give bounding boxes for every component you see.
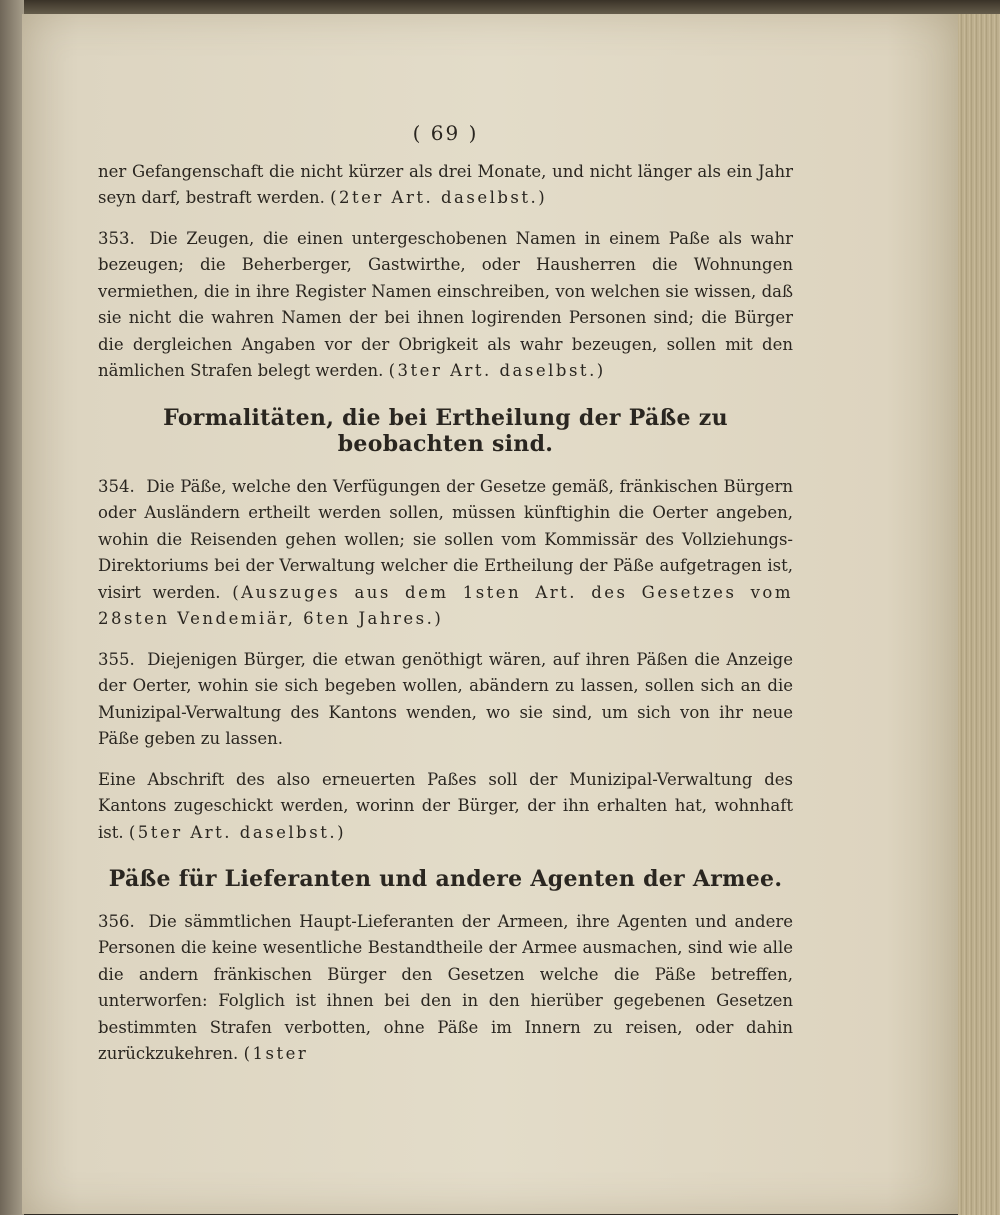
reference: (Auszuges aus dem 1sten Art. des Gesetzes vom 28sten Vendemiär, 6ten Jahres.) [98,582,793,628]
paragraph-number: 356. [98,911,135,931]
paragraph-text: Diejenigen Bürger, die etwan genöthigt wären, auf ihren Päßen die Anzeige der Oerter, wohin sie sich begeben wollen, abändern zu lassen, sollen sich an die Munizipal-Verwaltung des Kantons wenden, wo sie sind, um sich von ihr neue Päße geben zu lassen. [98,649,793,748]
page-text [98,120,793,1082]
paragraph-number: 355. [98,649,135,669]
reference: (2ter Art. daselbst.) [330,188,548,207]
paragraph-356 [98,909,793,1068]
reference: (5ter Art. daselbst.) [128,822,347,842]
paragraph-text: Die sämmtlichen Haupt-Lieferanten der Armeen, ihre Agenten und andere Personen die keine wesentliche Bestandtheile der Armee ausmachen, sind wie alle die andern fränkischen Bürger den Gesetzen welche die Päße betreffen, unterworfen: Folglich ist ihnen bei den in den hierüber gegebenen Gesetzen bestimmten Strafen verbotten, ohne Päße im Innern zu reisen, oder dahin zurückzukehren. [98,911,793,1063]
book-gutter [0,0,24,1215]
section-heading: Päße für Lieferanten und andere Agenten der Armee. [108,866,783,892]
paragraph-354 [98,474,793,633]
paragraph-continuation [98,159,793,212]
paragraph-text: Eine Abschrift des also erneuerten Paßes soll der Munizipal-Verwaltung des Kantons zugeschickt werden, worinn der Bürger, der ihn erhalten hat, wohnhaft ist. [98,769,793,842]
paragraph-text: Die Zeugen, die einen untergeschobenen Namen in einem Paße als wahr bezeugen; die Beherberger, Gastwirthe, oder Hausherren die Wohnungen vermiethen, die in ihre Register Namen einschreiben, von welchen sie wissen, daß sie nicht die wahren Namen der bei ihnen logirenden Personen sind; die Bürger die dergleichen Angaben vor der Obrigkeit als wahr bezeugen, sollen mit den nämlichen Strafen belegt werden. [98,228,793,380]
paragraph-text: Die Päße, welche den Verfügungen der Gesetze gemäß, fränkischen Bürgern oder Ausländern ertheilt werden sollen, müssen künftighin die Oerter angeben, wohin die Reisenden gehen wollen; sie sollen vom Kommissär des Vollziehungs-Direktoriums bei der Verwaltung welcher die Ertheilung der Päße aufgetragen ist, visirt werden. [98,476,793,602]
reference: (3ter Art. daselbst.) [388,361,606,380]
paragraph-number: 354. [98,476,135,496]
paragraph-355 [98,647,793,753]
paragraph-text: ner Gefangenschaft die nicht kürzer als drei Monate, und nicht länger als ein Jahr seyn darf, bestraft werden. [98,161,793,207]
reference: (1ster [243,1044,309,1063]
book-fore-edge [958,14,1000,1215]
page-number: ( 69 ) [412,121,479,145]
paragraph-353 [98,226,793,385]
section-heading: Formalitäten, die bei Ertheilung der Päße zu beobachten sind. [163,404,728,457]
paragraph-number: 353. [98,228,135,248]
paragraph-355-continued [98,767,793,847]
